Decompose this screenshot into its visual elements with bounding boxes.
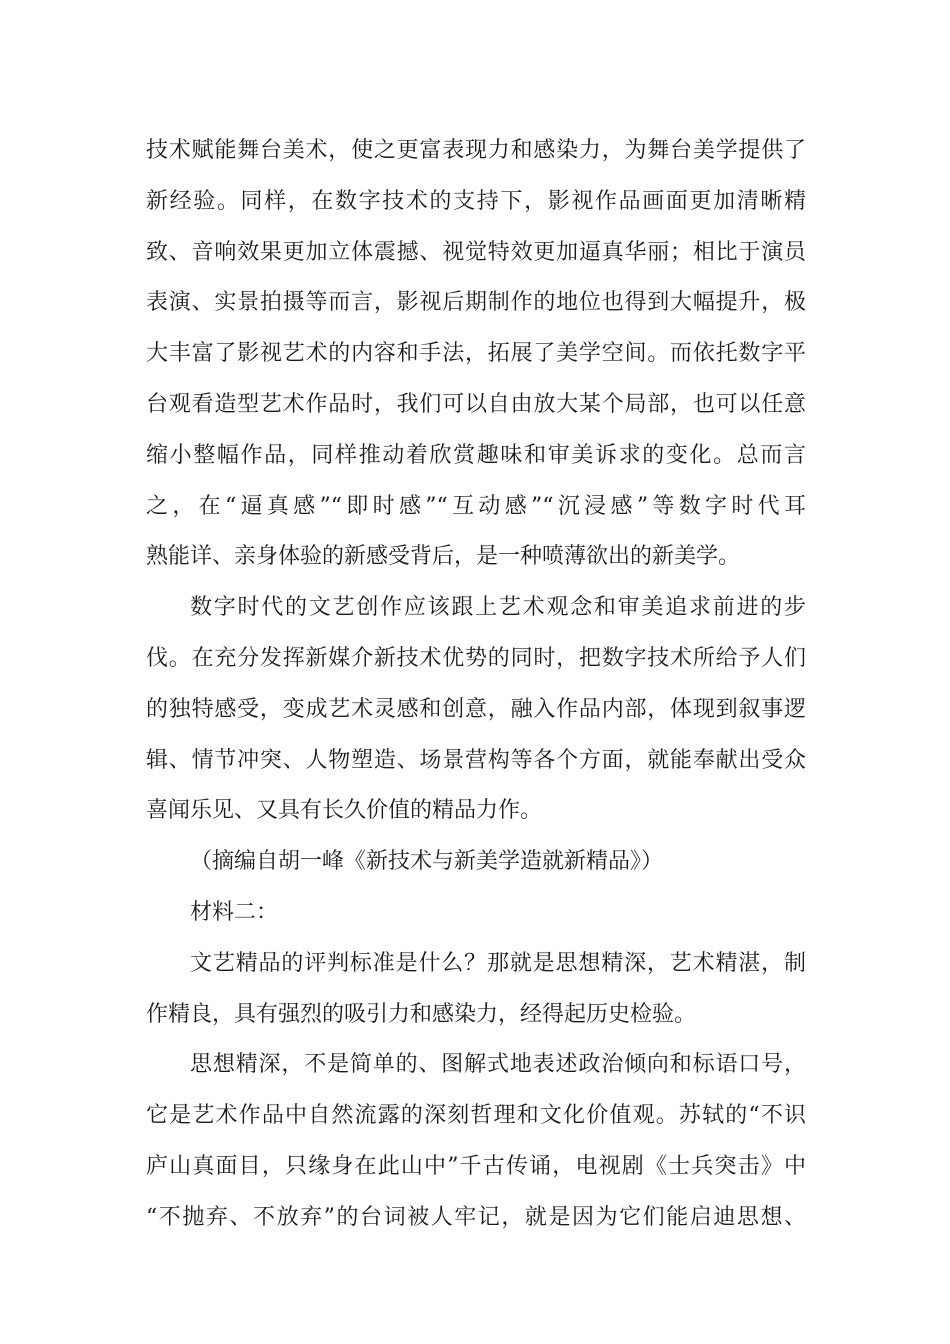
paragraph-line: 台观看造型艺术作品时，我们可以自由放大某个局部，也可以任意 xyxy=(146,391,806,417)
paragraph-line: 庐山真面目，只缘身在此山中”千古传诵，电视剧《士兵突击》中 xyxy=(146,1153,806,1179)
paragraph-line: 数字时代的文艺创作应该跟上艺术观念和审美追求前进的步 xyxy=(190,595,806,621)
paragraph-line: 大丰富了影视艺术的内容和手法，拓展了美学空间。而依托数字平 xyxy=(146,341,806,367)
paragraph-line: 辑、情节冲突、人物塑造、场景营构等各个方面，就能奉献出受众 xyxy=(146,747,806,773)
paragraph-line: 的独特感受，变成艺术灵感和创意，融入作品内部，体现到叙事逻 xyxy=(146,696,806,722)
document-body xyxy=(146,126,806,1244)
paragraph-line: 熟能详、亲身体验的新感受背后，是一种喷薄欲出的新美学。 xyxy=(146,544,741,570)
paragraph-line: 缩小整幅作品，同样推动着欣赏趣味和审美诉求的变化。总而言 xyxy=(146,442,806,468)
paragraph-3 xyxy=(146,939,806,1041)
paragraph-4 xyxy=(146,1040,806,1243)
paragraph-line: 新经验。同样，在数字技术的支持下，影视作品画面更加清晰精 xyxy=(146,188,806,214)
paragraph-line: 致、音响效果更加立体震撼、视觉特效更加逼真华丽；相比于演员 xyxy=(146,239,806,265)
paragraph-line: 作精良，具有强烈的吸引力和感染力，经得起历史检验。 xyxy=(146,1001,697,1027)
paragraph-line: 表演、实景拍摄等而言，影视后期制作的地位也得到大幅提升，极 xyxy=(146,290,806,316)
citation: （摘编自胡一峰《新技术与新美学造就新精品》） xyxy=(190,849,664,875)
paragraph-2 xyxy=(146,583,806,837)
paragraph-line: 它是艺术作品中自然流露的深刻哲理和文化价值观。苏轼的“不识 xyxy=(146,1103,806,1129)
paragraph-line: 思想精深，不是简单的、图解式地表述政治倾向和标语口号， xyxy=(190,1052,806,1078)
paragraph-line: 之，在“逼真感”“即时感”“互动感”“沉浸感”等数字时代耳 xyxy=(146,493,806,519)
paragraph-line: “不抛弃、不放弃”的台词被人牢记，就是因为它们能启迪思想、 xyxy=(146,1204,806,1230)
paragraph-line: 文艺精品的评判标准是什么？那就是思想精深，艺术精湛，制 xyxy=(190,950,806,976)
paragraph-line: 伐。在充分发挥新媒介新技术优势的同时，把数字技术所给予人们 xyxy=(146,645,806,671)
paragraph-line: 喜闻乐见、又具有长久价值的精品力作。 xyxy=(146,798,543,824)
paragraph-1 xyxy=(146,126,806,583)
material-heading: 材料二： xyxy=(190,899,279,925)
paragraph-line: 技术赋能舞台美术，使之更富表现力和感染力，为舞台美学提供了 xyxy=(146,138,806,163)
